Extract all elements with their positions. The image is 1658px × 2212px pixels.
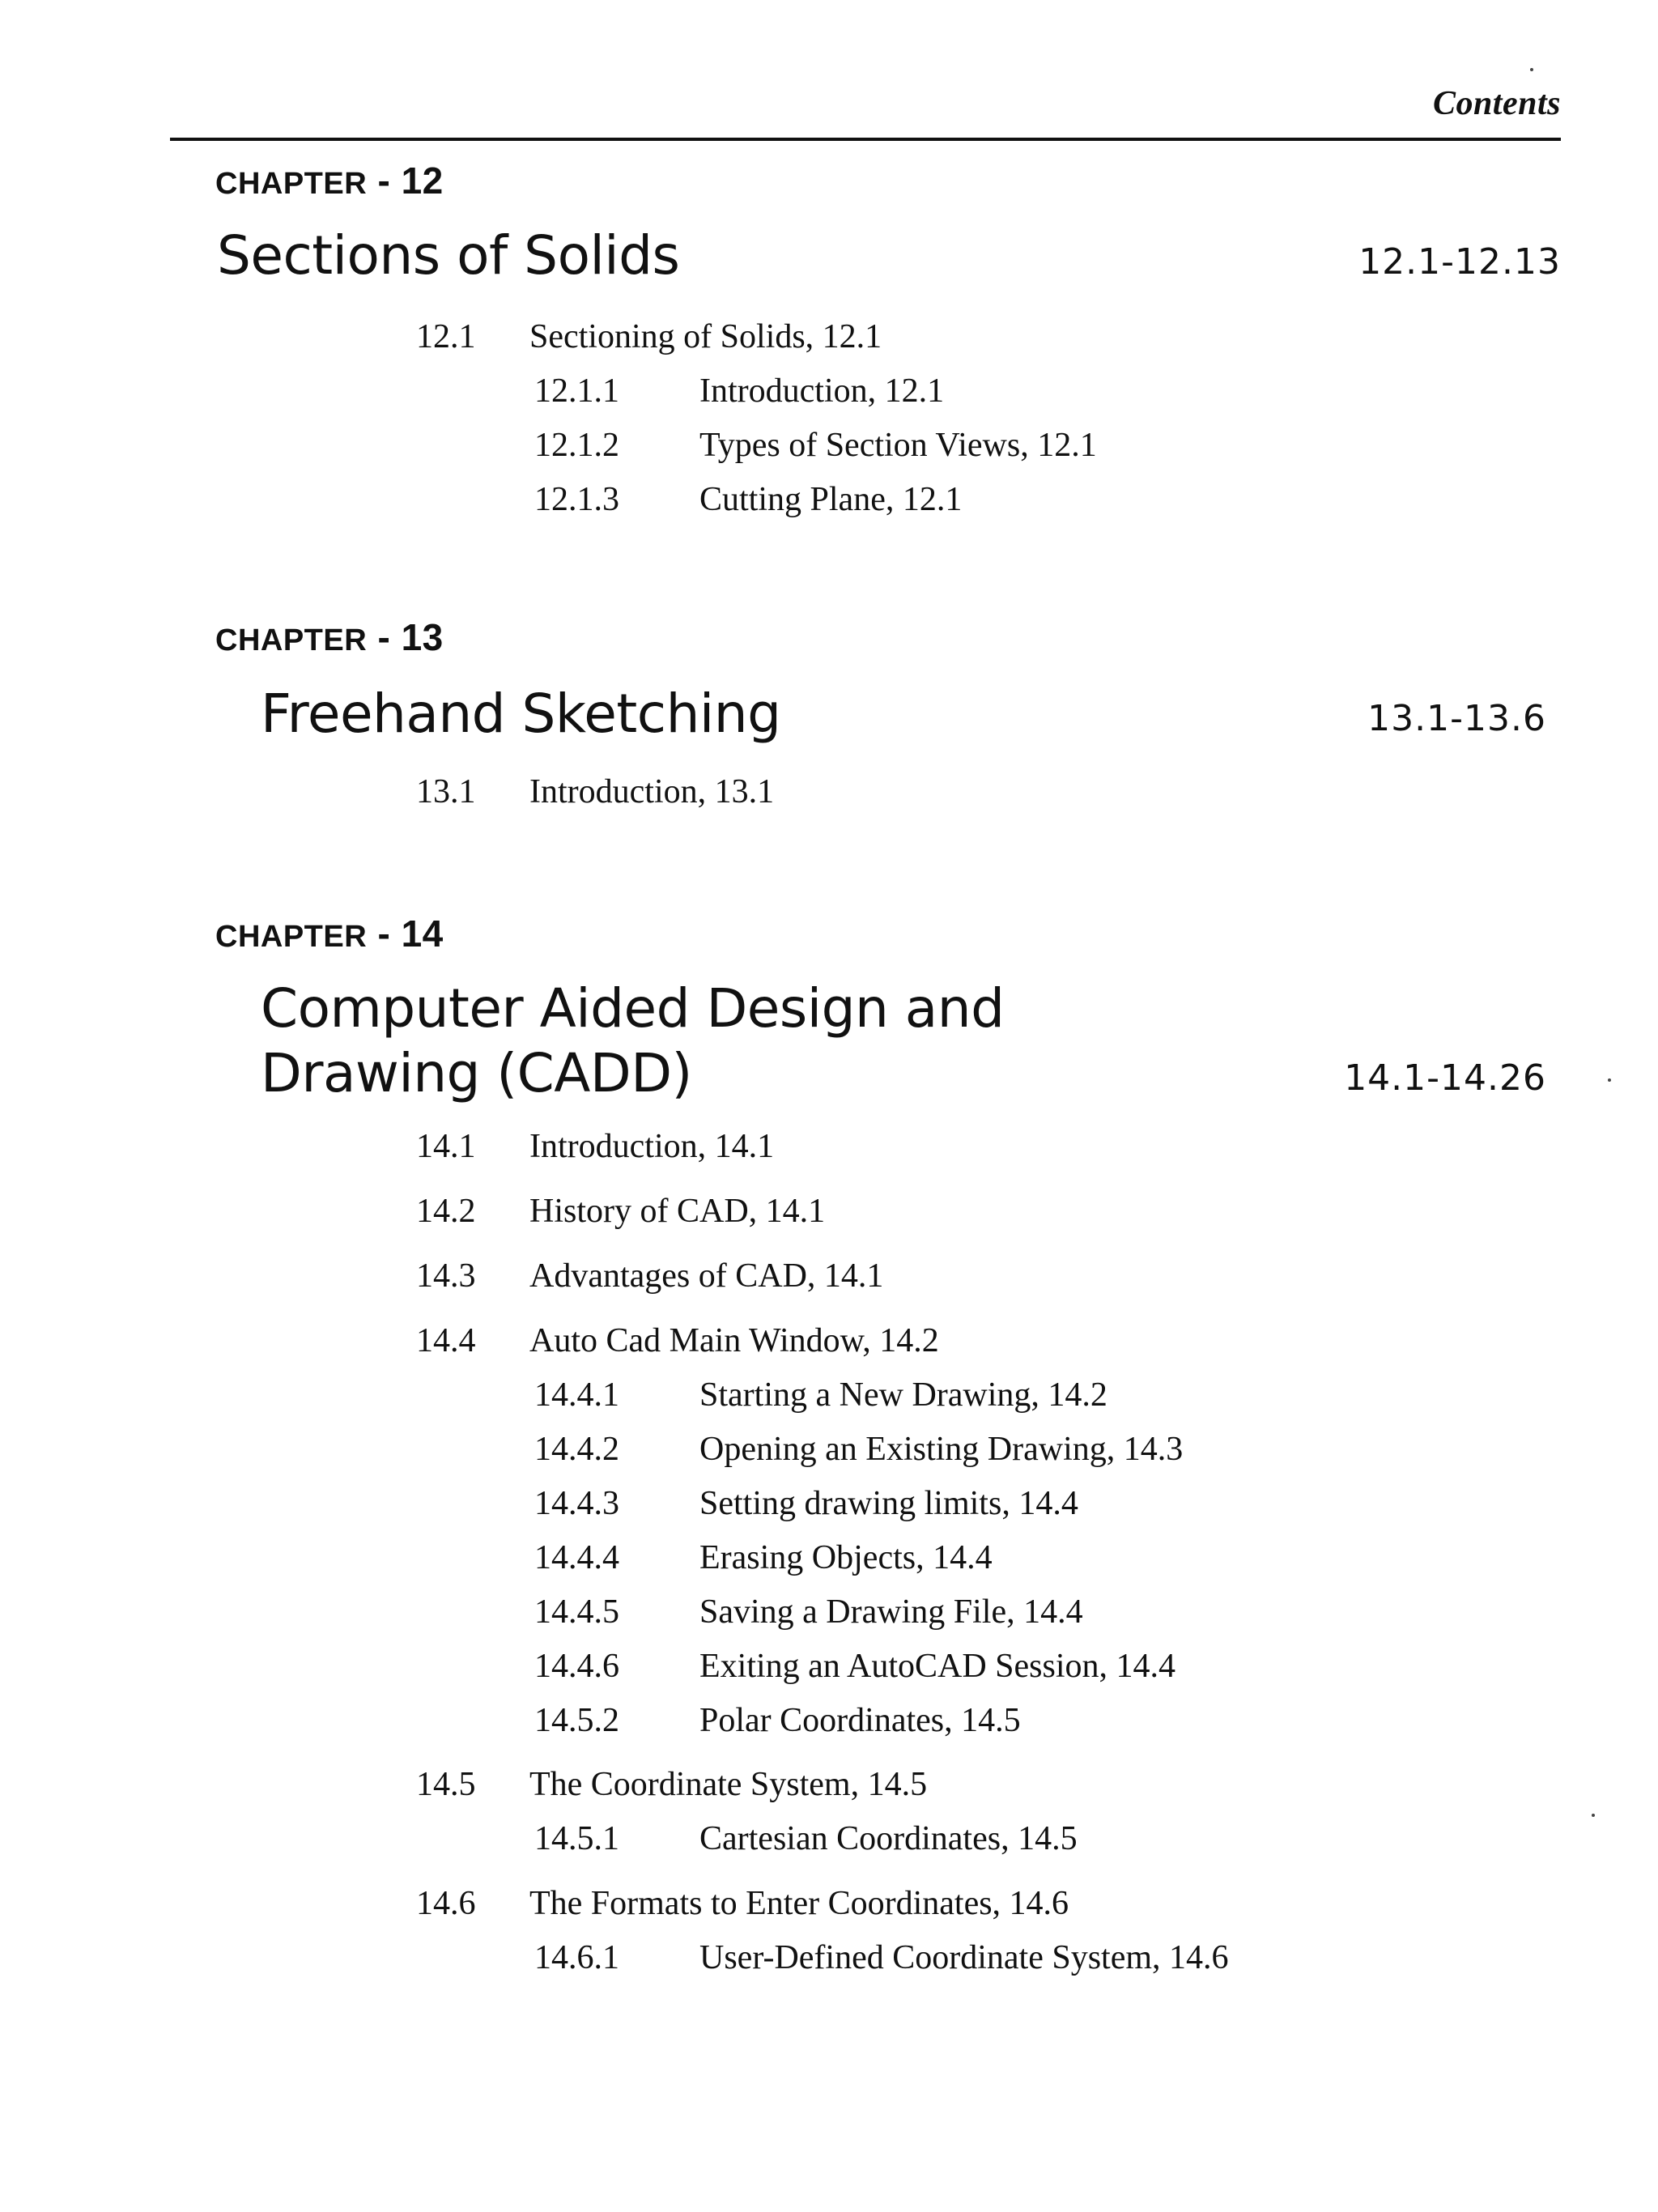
entry-number: 14.3 [416,1257,476,1295]
entry-text: Introduction, 14.1 [529,1128,775,1165]
entry-number: 14.4.6 [534,1648,619,1685]
entry-text: Setting drawing limits, 14.4 [699,1485,1078,1522]
entry-text: Introduction, 13.1 [529,773,775,810]
entry-number: 14.4.5 [534,1593,619,1631]
entry-number: 14.6.1 [534,1939,619,1976]
chapter-14-number: 14 [401,912,444,955]
chapter-13-label-sep: - [367,616,402,658]
entry-text: Erasing Objects, 14.4 [699,1539,993,1576]
entry-number: 12.1 [416,318,476,355]
chapter-12-number: 12 [401,160,444,202]
entry-number: 14.2 [416,1193,476,1230]
entry-text: History of CAD, 14.1 [529,1193,826,1230]
header-rule [170,138,1561,141]
chapter-13-pages: 13.1-13.6 [1367,698,1546,739]
entry-text: Exiting an AutoCAD Session, 14.4 [699,1648,1176,1685]
entry-text: The Coordinate System, 14.5 [529,1766,928,1803]
entry-text: Types of Section Views, 12.1 [699,427,1097,464]
entry-text: Starting a New Drawing, 14.2 [699,1376,1107,1414]
chapter-13-label-prefix: CHAPTER [215,623,368,657]
chapter-13-label [215,615,444,659]
entry-number: 14.4.3 [534,1485,619,1522]
chapter-14-label-prefix: CHAPTER [215,920,368,954]
entry-text: Cartesian Coordinates, 14.5 [699,1820,1078,1857]
entry-number: 14.4 [416,1322,476,1359]
entry-text: Sectioning of Solids, 12.1 [529,318,882,355]
chapter-12-title: Sections of Solids [217,224,680,287]
entry-number: 14.5 [416,1766,476,1803]
entry-text: The Formats to Enter Coordinates, 14.6 [529,1885,1069,1922]
entry-number: 13.1 [416,773,476,810]
chapter-12-label-sep: - [367,160,402,202]
entry-number: 12.1.2 [534,427,619,464]
chapter-13-title: Freehand Sketching [261,683,781,745]
entry-number: 14.6 [416,1885,476,1922]
running-head: Contents [1432,85,1561,122]
chapter-12-label [215,159,444,202]
entry-number: 12.1.3 [534,481,619,518]
scan-speck [1592,1814,1595,1817]
scan-speck [1530,68,1533,71]
chapter-14-label [215,912,444,955]
entry-text: Saving a Drawing File, 14.4 [699,1593,1083,1631]
chapter-14-title-line-2: Drawing (CADD) [261,1042,692,1104]
entry-text: User-Defined Coordinate System, 14.6 [699,1939,1229,1976]
entry-number: 12.1.1 [534,372,619,410]
chapter-13-number: 13 [401,616,444,658]
chapter-12-label-prefix: CHAPTER [215,167,368,201]
entry-number: 14.1 [416,1128,476,1165]
entry-text: Advantages of CAD, 14.1 [529,1257,884,1295]
entry-number: 14.5.1 [534,1820,619,1857]
chapter-12-pages: 12.1-12.13 [1358,241,1561,283]
entry-number: 14.4.1 [534,1376,619,1414]
scan-speck [1608,1078,1611,1082]
entry-text: Auto Cad Main Window, 14.2 [529,1322,939,1359]
entry-text: Opening an Existing Drawing, 14.3 [699,1431,1184,1468]
entry-text: Polar Coordinates, 14.5 [699,1702,1021,1739]
chapter-14-label-sep: - [367,912,402,955]
chapter-14-title-line-1: Computer Aided Design and [261,977,1005,1040]
chapter-14-pages: 14.1-14.26 [1344,1057,1546,1099]
entry-number: 14.5.2 [534,1702,619,1739]
entry-text: Cutting Plane, 12.1 [699,481,963,518]
entry-text: Introduction, 12.1 [699,372,945,410]
entry-number: 14.4.2 [534,1431,619,1468]
entry-number: 14.4.4 [534,1539,619,1576]
